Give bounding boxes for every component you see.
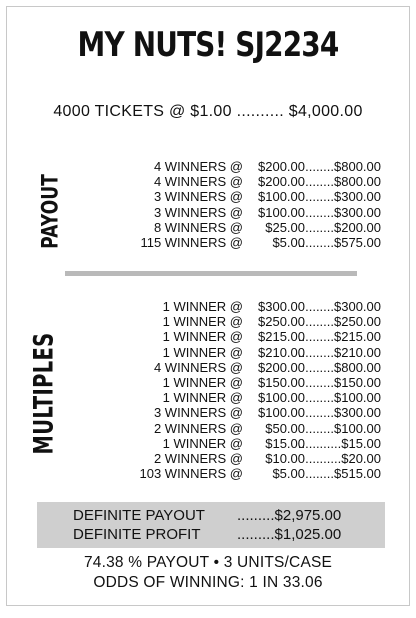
winners-count: 1 WINNER @	[162, 299, 243, 314]
prize-row	[67, 360, 387, 375]
prize-total: ........$515.00	[305, 466, 381, 482]
game-title: MY NUTS! SJ2234	[77, 25, 339, 65]
payout-table	[67, 159, 387, 250]
winners-count: 1 WINNER @	[162, 390, 243, 406]
winners-count: 4 WINNERS @	[153, 159, 243, 174]
odds-line: ODDS OF WINNING: 1 IN 33.06	[93, 574, 323, 591]
winners-count: 1 WINNER @	[162, 374, 243, 390]
prize-row	[67, 451, 387, 466]
winners-count: 3 WINNERS @	[153, 204, 243, 220]
winners-count: 3 WINNERS @	[153, 405, 243, 421]
definite-profit-label: DEFINITE PROFIT	[73, 526, 201, 543]
prize-total: ........$150.00	[305, 374, 381, 390]
winners-count: 103 WINNERS @	[139, 466, 243, 482]
winners-count: 2 WINNERS @	[153, 450, 243, 466]
winners-count: 4 WINNERS @	[153, 359, 243, 375]
pull-tab-flare-card	[6, 6, 410, 606]
prize-total: ........$300.00	[305, 405, 381, 421]
definite-payout-value: .........$2,975.00	[237, 507, 342, 524]
summary-box	[37, 502, 385, 548]
prize-row	[67, 205, 387, 220]
winners-count: 115 WINNERS @	[140, 234, 243, 250]
prize-total: ..........$20.00	[305, 450, 381, 466]
prize-amount: $5.00	[272, 466, 305, 482]
prize-total: ..........$215.00	[297, 329, 381, 345]
prize-total: ........$300.00	[305, 299, 381, 314]
winners-count: 1 WINNER @	[162, 435, 243, 451]
prize-row	[67, 174, 387, 189]
prize-amount: $215.00	[258, 329, 305, 345]
winners-count: 4 WINNERS @	[153, 174, 243, 190]
prize-amount: $10.00	[265, 450, 305, 466]
prize-amount: $210.00	[258, 344, 305, 360]
prize-total: ..........$575.00	[297, 234, 381, 250]
prize-total: ........$250.00	[305, 314, 381, 330]
winners-count: 1 WINNER @	[162, 344, 243, 360]
prize-row	[67, 345, 387, 360]
prize-amount: $15.00	[265, 435, 305, 451]
prize-row	[67, 375, 387, 390]
prize-total: ........$300.00	[305, 189, 381, 205]
definite-profit-value: .........$1,025.00	[237, 526, 342, 543]
prize-row	[67, 220, 387, 235]
payout-units-line: 74.38 % PAYOUT • 3 UNITS/CASE	[83, 554, 333, 571]
prize-total: ........$100.00	[305, 390, 381, 406]
prize-amount: $200.00	[258, 174, 305, 190]
prize-amount: $150.00	[258, 374, 305, 390]
tickets-line: 4000 TICKETS @ $1.00 .......... $4,000.00	[53, 103, 363, 120]
prize-row	[67, 390, 387, 405]
prize-amount: $50.00	[265, 420, 305, 436]
multiples-table	[67, 299, 387, 481]
prize-total: ........$800.00	[305, 159, 381, 174]
prize-row	[67, 466, 387, 481]
prize-amount: $300.00	[258, 299, 305, 314]
prize-total: ............$15.00	[297, 435, 381, 451]
prize-total: ........$100.00	[305, 420, 381, 436]
multiples-section-label: MULTIPLES	[28, 332, 60, 455]
winners-count: 8 WINNERS @	[153, 219, 243, 235]
prize-row	[67, 405, 387, 420]
prize-amount: $5.00	[272, 234, 305, 250]
prize-amount: $100.00	[258, 390, 305, 406]
prize-row	[67, 436, 387, 451]
prize-total: ..........$210.00	[297, 344, 381, 360]
prize-total: ........$200.00	[305, 219, 381, 235]
prize-total: ........$800.00	[305, 359, 381, 375]
prize-row	[67, 299, 387, 314]
winners-count: 3 WINNERS @	[153, 189, 243, 205]
prize-row	[67, 329, 387, 344]
payout-section-label: PAYOUT	[38, 174, 64, 249]
prize-row	[67, 189, 387, 204]
definite-payout-label: DEFINITE PAYOUT	[73, 507, 205, 524]
prize-amount: $25.00	[265, 219, 305, 235]
winners-count: 2 WINNERS @	[153, 420, 243, 436]
prize-amount: $100.00	[258, 405, 305, 421]
winners-count: 1 WINNER @	[162, 314, 243, 330]
section-divider	[65, 271, 357, 276]
prize-amount: $250.00	[258, 314, 305, 330]
prize-row	[67, 421, 387, 436]
prize-amount: $200.00	[258, 359, 305, 375]
prize-total: ........$300.00	[305, 204, 381, 220]
prize-row	[67, 235, 387, 250]
prize-amount: $200.00	[258, 159, 305, 174]
prize-row	[67, 314, 387, 329]
prize-amount: $100.00	[258, 204, 305, 220]
prize-total: ........$800.00	[305, 174, 381, 190]
prize-amount: $100.00	[258, 189, 305, 205]
prize-row	[67, 159, 387, 174]
winners-count: 1 WINNER @	[162, 329, 243, 345]
